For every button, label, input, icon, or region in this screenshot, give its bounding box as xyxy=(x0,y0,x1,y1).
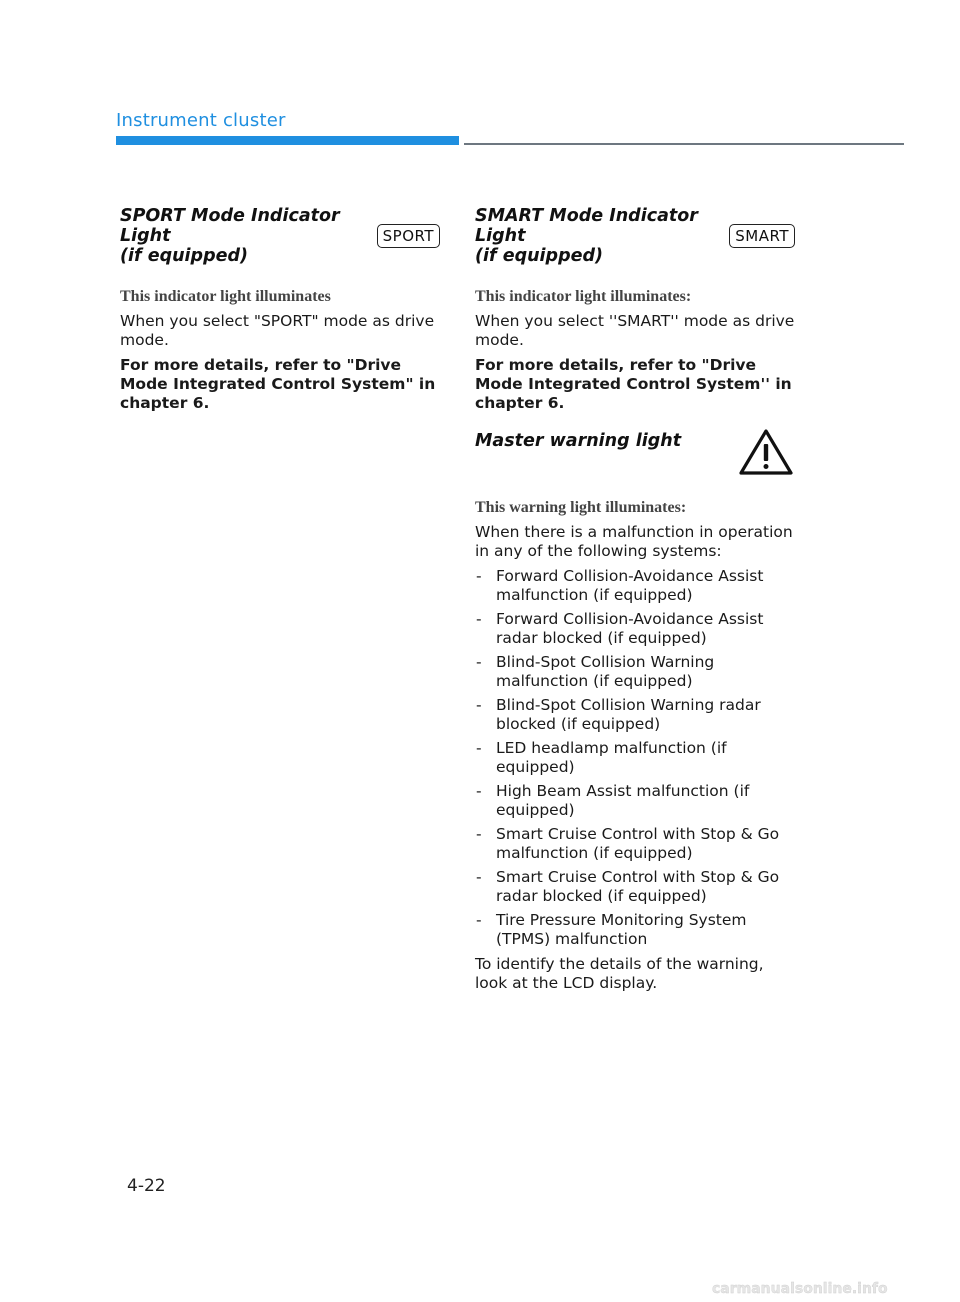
list-item: - Blind-Spot Collision Warning radar blocked (if equipped) xyxy=(475,696,795,734)
sport-note: For more details, refer to "Drive Mode Integrated Control System" in chapter 6. xyxy=(120,356,436,412)
sport-subheading: This indicator light illuminates xyxy=(120,288,331,305)
list-item: - Blind-Spot Collision Warning malfunction (if equipped) xyxy=(475,653,795,691)
watermark-logo xyxy=(712,1280,952,1296)
list-item: - Tire Pressure Monitoring System (TPMS) malfunction xyxy=(475,911,795,949)
list-item: - Smart Cruise Control with Stop & Go malfunction (if equipped) xyxy=(475,825,795,863)
header-accent-bar xyxy=(116,136,459,145)
list-item: - Forward Collision-Avoidance Assist malfunction (if equipped) xyxy=(475,567,795,605)
sport-title-line1: SPORT Mode Indicator Light xyxy=(120,206,340,246)
smart-title-line2: (if equipped) xyxy=(475,246,604,266)
master-outro: To identify the details of the warning, look at the LCD display. xyxy=(475,955,764,992)
smart-subheading: This indicator light illuminates: xyxy=(475,288,692,305)
smart-note: For more details, refer to "Drive Mode Integrated Control System'' in chapter 6. xyxy=(475,356,792,412)
list-item: - High Beam Assist malfunction (if equipped) xyxy=(475,782,795,820)
sport-title-line2: (if equipped) xyxy=(120,246,249,266)
smart-section xyxy=(475,206,795,999)
smart-indicator-icon: SMART xyxy=(729,224,795,248)
smart-title xyxy=(475,206,730,266)
master-intro: When there is a malfunction in operation in any of the following systems: xyxy=(475,523,793,560)
list-item: - Smart Cruise Control with Stop & Go radar blocked (if equipped) xyxy=(475,868,795,906)
master-warning-header xyxy=(475,427,795,493)
master-subheading: This warning light illuminates: xyxy=(475,499,687,516)
page-number: 4-22 xyxy=(127,1176,166,1196)
sport-indicator-icon: SPORT xyxy=(377,224,440,248)
watermark-text: carmanualsonline.info xyxy=(712,1281,888,1296)
list-item: - Forward Collision-Avoidance Assist radar blocked (if equipped) xyxy=(475,610,795,648)
smart-body: When you select ''SMART'' mode as drive mode. xyxy=(475,312,795,349)
header-rule xyxy=(464,143,904,145)
sport-body: When you select "SPORT" mode as drive mode. xyxy=(120,312,435,349)
smart-title-line1: SMART Mode Indicator Light xyxy=(475,206,698,246)
master-title: Master warning light xyxy=(475,431,682,451)
sport-section xyxy=(120,206,440,419)
warning-triangle-icon xyxy=(737,427,795,477)
sport-title xyxy=(120,206,375,266)
section-header: Instrument cluster xyxy=(116,110,286,131)
list-item: - LED headlamp malfunction (if equipped) xyxy=(475,739,795,777)
malfunction-list xyxy=(475,567,795,949)
